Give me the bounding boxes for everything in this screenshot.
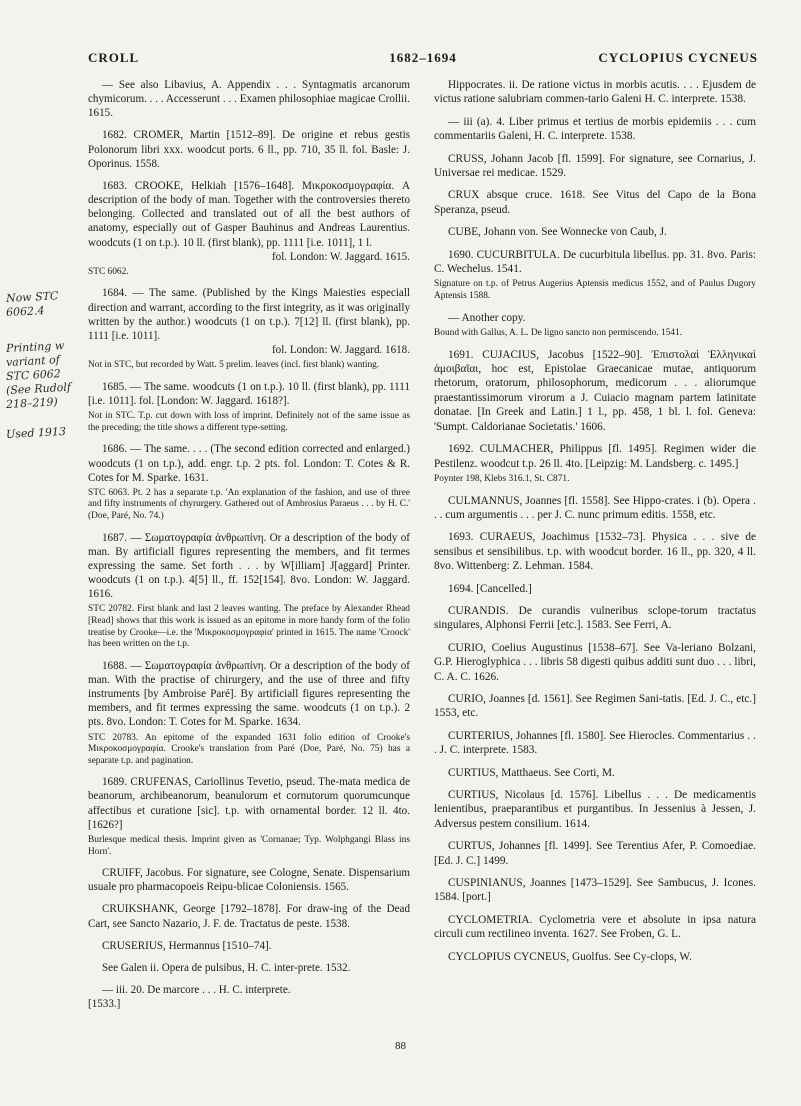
entry-body: 1687. — Σωματογραφία ἀνθρωπίνη. Or a description of the body of man. By artificiall figures representing the members, and fit termes expressing the same. Set forth . . . by W[illiam] J[aggard] Printer. woodcuts (1 on t.p.). 4[5] ll., ff. 152[154]. 8vo. London: W. Jaggard. 1616. xyxy=(88,531,410,601)
entry-note: Not in STC. T.p. cut down with loss of imprint. Definitely not of the same issue as the preceding; the title shows a different type-setting. xyxy=(88,411,410,433)
entry-note: STC 6063. Pt. 2 has a separate t.p. 'An explanation of the fashion, and use of three and fifty instruments of chyrurgery. Gathered out of Ambrosius Paraeus . . . by H. C.' (Doe, Paré, No. 74.) xyxy=(88,487,410,521)
entry-curtius-nicolaus xyxy=(434,788,756,831)
header-left: CROLL xyxy=(88,50,140,65)
entry-body: 1691. CUJACIUS, Jacobus [1522–90]. Ἐπιστολαὶ Ἑλληνικαὶ ἀμοιβαῖαι, hoc est, Epistolae Graecanicae mutae, antiquorum rhetorum, oratorum, philosophorum, medicorum . . . aliorumque praestantissimorum virorum a J. Cuiacio magnam partem latinitate donatae. [In Greek and Latin.] 1 l., pp. 458, 1 bl. l. fol. Geneva: 'Sumpt. Caldorianae Societatis.' 1606. xyxy=(434,348,756,433)
entry-body: 1689. CRUFENAS, Cariollinus Tevetio, pseud. The-mata medica de beanorum, archibeanorum, beanulorum et cornutorum quorumcunque affectibus et curatione [sic]. t.p. with ornamental border. 12 ll. 4to. [1626?] xyxy=(88,776,410,831)
entry-1692 xyxy=(434,442,756,485)
entry-body: CRUSERIUS, Hermannus [1510–74]. xyxy=(102,939,272,952)
entry-body: CURTUS, Johannes [fl. 1499]. See Terentius Afer, P. Comoediae. [Ed. J. C.] 1499. xyxy=(434,840,756,867)
entry-body: CRUIFF, Jacobus. For signature, see Cologne, Senate. Dispensarium usuale pro pharmacopoeis Reipu-blicae Coloniensis. 1565. xyxy=(88,867,410,894)
entry-cyclopius xyxy=(434,950,756,964)
entry-1686 xyxy=(88,442,410,522)
entry-body: 1690. CUCURBITULA. De cucurbitula libellus. pp. 31. 8vo. Paris: C. Wechelus. 1541. xyxy=(434,248,756,276)
entry-note: STC 20782. First blank and last 2 leaves wanting. The preface by Alexander Rhead [Read] shows that this work is issued as an epitome in more handy form of the folio treatise by Crooke—i.e. the 'Μικροκοσμογραφία' printed in 1615. The name 'Croock' has been written on the t.p. xyxy=(88,604,410,650)
header-right: CYCLOPIUS CYCNEUS xyxy=(598,50,758,65)
entry-1694 xyxy=(434,582,756,596)
entry-body: CURTIUS, Matthaeus. See Corti, M. xyxy=(448,766,615,779)
entry-cruikshank xyxy=(88,902,410,930)
entry-footer-date: [1533.] xyxy=(88,998,121,1011)
entry-1688 xyxy=(88,659,410,768)
entry-1683 xyxy=(88,179,410,279)
margin-note: STC 6062 xyxy=(5,367,62,384)
entry-curandis xyxy=(434,604,756,633)
entry-cruserius xyxy=(88,939,410,953)
entry-1690 xyxy=(434,248,756,303)
entry-curio-coelius xyxy=(434,641,756,684)
entry-curtius-matthaeus xyxy=(434,766,756,780)
handwritten-margin-notes xyxy=(6,290,84,440)
entry-body: — iii (a). 4. Liber primus et tertius de morbis epidemiis . . . cum commentariis Galeni, H. C. interprete. 1538. xyxy=(434,115,756,143)
entry-curtus-johannes xyxy=(434,839,756,868)
entry-note: STC 6062. xyxy=(88,266,129,277)
entry-body: CYCLOMETRIA. Cyclometria vere et absolute in ipsa natura circuli cum rectilineo inventa. 1627. See Froben, G. L. xyxy=(434,913,756,941)
entry-cruiff xyxy=(88,866,410,894)
entry-body: CRUIKSHANK, George [1792–1878]. For draw-ing of the Dead Cart, see Sancto Nazario, J. F. de. Tractatus de peste. 1538. xyxy=(88,903,410,930)
entry-note: Not in STC, but recorded by Watt. 5 prelim. leaves (incl. first blank) wanting. xyxy=(88,360,380,371)
entry-note: Signature on t.p. of Petrus Augerius Aptensis medicus 1552, and of Paulus Dugory Aptensis 1588. xyxy=(434,279,756,302)
entry-imprint: fol. London: W. Jaggard. 1615. xyxy=(271,250,410,263)
entry-cruss xyxy=(434,152,756,181)
entry-curio-joannes xyxy=(434,692,756,721)
margin-note: Printing w xyxy=(5,339,65,356)
entry-1685 xyxy=(88,380,410,435)
entry-body: CURTERIUS, Johannes [fl. 1580]. See Hierocles. Commentarius . . . J. C. interprete. 1583. xyxy=(434,729,756,757)
entry-body: — Another copy. xyxy=(448,311,526,324)
entry-body: See Galen ii. Opera de pulsibus, H. C. inter-prete. 1532. xyxy=(102,961,351,974)
entry-body: CULMANNUS, Joannes [fl. 1558]. See Hippo-crates. i (b). Opera . . . cum argumentis . . . per J. C. nunc primum editis. 1558, etc. xyxy=(434,494,756,521)
entry-body: CURTIUS, Nicolaus [d. 1576]. Libellus . . . De medicamentis lenientibus, praeparantibus et purgantibus. In Jessenius à Jessen, J. Adversus pestem consilium. 1614. xyxy=(434,789,756,830)
entry-body: CUBE, Johann von. See Wonnecke von Caub, J. xyxy=(448,226,667,239)
entry-body: — See also Libavius, A. Appendix . . . Syntagmatis arcanorum chymicorum. . . . Accesserunt . . . Examen philosophiae magicae Crollii. 1615. xyxy=(88,79,410,120)
entry-another-copy xyxy=(434,311,756,340)
entry-1689 xyxy=(88,775,410,858)
entry-cruserius-galen-3 xyxy=(88,983,410,1011)
entry-1684 xyxy=(88,286,410,371)
margin-note: Now STC xyxy=(5,289,59,306)
entry-1693 xyxy=(434,530,756,573)
entry-hippocrates-2 xyxy=(434,78,756,107)
entry-1687 xyxy=(88,531,410,651)
entry-cube xyxy=(434,225,756,239)
entry-curterius xyxy=(434,729,756,758)
margin-note: (See Rudolf xyxy=(5,380,72,398)
entry-cuspinianus xyxy=(434,876,756,905)
entry-note: STC 20783. An epitome of the expanded 1631 folio edition of Crooke's Μικροκοσμογραφία. Crooke's translation from Paré (Doe, Paré, No. 75) has a separate t.p. and pagination. xyxy=(88,732,410,766)
entry-1682 xyxy=(88,128,410,170)
margin-note: Used 1913 xyxy=(5,424,67,442)
entry-cyclometria xyxy=(434,913,756,942)
entry-body: 1692. CULMACHER, Philippus [fl. 1495]. Regimen wider die Pestilenz. woodcut t.p. 26 ll. 4to. [Leipzig: M. Landsberg. c. 1495.] xyxy=(434,443,756,470)
entry-body: 1688. — Σωματογραφία ἀνθρωπίνη. Or a description of the body of man. With the practise of chirurgery, and the use of three and fifty instruments [by Ambroise Paré]. By artificiall figures representing the members, and fit termes expressing the same. woodcuts (1 on t.p.). 2 pts. 8vo. London: T. Cotes for M. Sparke. 1634. xyxy=(88,659,410,729)
entry-body: CURANDIS. De curandis vulneribus sclope-torum tractatus singulares, Alphonsi Ferrii [etc.]. 1583. See Ferri, A. xyxy=(434,604,756,632)
entry-body: 1693. CURAEUS, Joachimus [1532–73]. Physica . . . sive de sensibus et sensibilibus. t.p. with woodcut border. 16 ll., pp. 320, 4 ll. 8vo. Wittenberg: Z. Lehman. 1584. xyxy=(434,531,756,573)
entry-body: 1684. — The same. (Published by the Kings Maiesties especiall direction and warrant, according to the first integrity, as it was originally written by the author.) woodcuts (1 on t.p.). 7[12] ll. (first blank), pp. 1111 [i.e. 1011]. xyxy=(88,287,410,342)
entry-note: Poynter 198, Klebs 316.1, St. C871. xyxy=(434,473,570,484)
entry-body: 1683. CROOKE, Helkiah [1576–1648]. Μικροκοσμογραφία. A description of the body of man. Together with the controversies thereto belonging. Collected and translated out of all the best authors of anatomy, especially out of Gasper Bauhinus and Andreas Laurentius. woodcuts (1 on t.p.). 10 ll. (first blank), pp. 1111 [i.e. 1011], 1 l. xyxy=(88,179,410,249)
entry-hippocrates-3 xyxy=(434,115,756,144)
running-header xyxy=(88,50,758,70)
entry-body: 1685. — The same. woodcuts (1 on t.p.). 10 ll. (first blank), pp. 1111 [i.e. 1011]. fol. [London: W. Jaggard. 1618?]. xyxy=(88,380,410,407)
entry-body: 1682. CROMER, Martin [1512–89]. De origine et rebus gestis Polonorum libri xxx. woodcut ports. 6 ll., pp. 710, 35 ll. fol. Basle: J. Oporinus. 1558. xyxy=(88,129,410,170)
entry-body: CRUSS, Johann Jacob [fl. 1599]. For signature, see Cornarius, J. Universae rei medicae. 1529. xyxy=(434,152,756,180)
entry-body: Hippocrates. ii. De ratione victus in morbis acutis. . . . Ejusdem de victus ratione salubriam commen-tario Galeni H. C. interprete. 1538. xyxy=(434,79,756,106)
entry-body: CRUX absque cruce. 1618. See Vitus del Capo de la Bona Speranza, pseud. xyxy=(434,189,756,216)
entry-culmannus xyxy=(434,494,756,523)
entry-1691 xyxy=(434,348,756,434)
header-center: 1682–1694 xyxy=(389,50,457,65)
entry-cruserius-galen-2 xyxy=(88,961,410,975)
left-column xyxy=(88,78,410,1019)
entry-body: CURIO, Joannes [d. 1561]. See Regimen Sani-tatis. [Ed. J. C., etc.] 1553, etc. xyxy=(434,692,756,720)
entry-body: CYCLOPIUS CYCNEUS, Guolfus. See Cy-clops, W. xyxy=(448,950,692,963)
entry-body: 1686. — The same. . . . (The second edition corrected and enlarged.) woodcuts (1 on t.p.), add. engr. t.p. 2 pts. fol. London: T. Cotes & R. Cotes for M. Sparke. 1631. xyxy=(88,443,410,484)
entry-crux xyxy=(434,188,756,217)
margin-note: variant of xyxy=(5,353,61,370)
entry-note: Bound with Gallus, A. L. De ligno sancto non permiscendo. 1541. xyxy=(434,328,683,339)
page-number: 88 xyxy=(395,1040,406,1052)
entry-body: 1694. [Cancelled.] xyxy=(448,582,532,595)
entry-libavius xyxy=(88,78,410,120)
entry-body: — iii. 20. De marcore . . . H. C. interprete. xyxy=(102,984,291,997)
right-column xyxy=(434,78,756,972)
entry-note: Burlesque medical thesis. Imprint given as 'Cornanae; Typ. Wolphgangi Blass ins Horn'. xyxy=(88,834,410,857)
margin-note: 218–219) xyxy=(5,395,59,412)
entry-body: CUSPINIANUS, Joannes [1473–1529]. See Sambucus, J. Icones. 1584. [port.] xyxy=(434,877,756,904)
entry-imprint: fol. London: W. Jaggard. 1618. xyxy=(271,344,410,357)
entry-body: CURIO, Coelius Augustinus [1538–67]. See Va-leriano Bolzani, G.P. Hieroglyphica . . . libris 58 digesti quibus additi sunt duo . . . libri, C. A. C. 1626. xyxy=(434,641,756,683)
margin-note: 6062.4 xyxy=(5,304,45,320)
